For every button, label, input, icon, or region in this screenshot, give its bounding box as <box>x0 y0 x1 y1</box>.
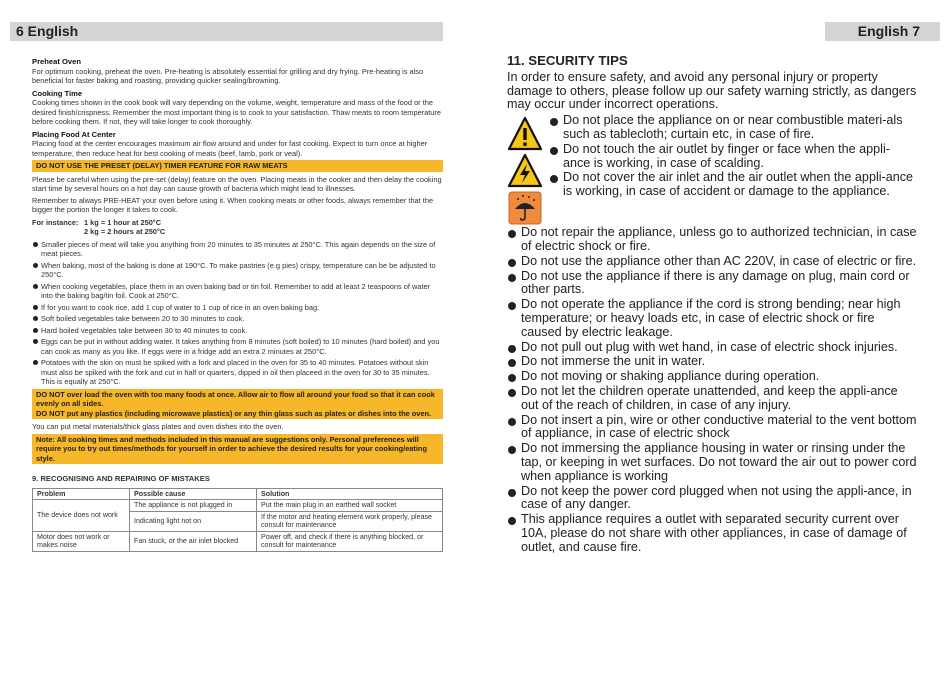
preheat-text: For optimum cooking, preheat the oven. Pre-heating is absolutely essential for grilling and dry frying. Pre-heating is also beneficial for faster baking and roasting, providing quicker sealing/browning. <box>32 66 424 85</box>
delay-caution-text: Please be careful when using the pre-set (delay) feature on the oven. Placing meats in the cooker and then delay the cooking start time by several hours on a hot day can cause growth of bacteria which might lead to illnesses. <box>32 174 442 193</box>
page-number-left: 6 English <box>16 23 79 39</box>
cooking-time-heading: Cooking Time <box>32 88 83 98</box>
list-item: Do not moving or shaking appliance during operation. <box>507 370 917 384</box>
right-page <box>507 54 917 556</box>
page-number-right: English 7 <box>857 23 920 39</box>
preheat-reminder-text: Remember to always PRE-HEAT your oven before using it. When cooking meats or other foods, always remember that the bigger the portion the longer it takes to cook. <box>32 195 434 214</box>
overload-warning-text: DO NOT over load the oven with too many foods at once. Allow air to flow all around your food so that it can cook evenly on all sides. <box>36 389 435 408</box>
table-header-row <box>33 488 443 500</box>
list-item: When cooking vegetables, place them in an oven baking bad or tin foil. Remember to add at least 2 teaspoons of water into the baking bag/tin foil. Cook at 250°C. <box>32 282 443 301</box>
list-item: If for you want to cook rice, add 1 cup of water to 1 cup of rice in an oven baking bag. <box>32 303 443 313</box>
security-tips-title: 11. SECURITY TIPS <box>507 53 628 68</box>
icon-warning-group <box>507 114 917 226</box>
list-item: Do not cover the air inlet and the air outlet when the appli-ance is working, in case of accident or damage to the appliance. <box>549 171 917 199</box>
instance-line-1: 1 kg = 1 hour at 250°C <box>84 217 162 227</box>
list-item: Do not operate the appliance if the cord is strong bending; near high temperature; or heavy loads etc, in case of electric shock or fire caused by electric leakage. <box>507 298 917 339</box>
preheat-heading: Preheat Oven <box>32 57 81 66</box>
list-item: Do not use the appliance if there is any damage on plug, main cord or other parts. <box>507 270 917 298</box>
table-cell-problem: Motor does not work or makes noise <box>33 531 130 551</box>
metal-materials-text: You can put metal materials/thick glass plates and oven dishes into the oven. <box>32 422 284 431</box>
instance-label: For instance: <box>32 217 79 227</box>
placing-food-heading: Placing Food At Center <box>32 129 116 139</box>
table-cell-cause: Fan stuck, or the air inlet blocked <box>130 531 257 551</box>
table-cell-solution: Power off, and check if there is anything blocked, or consult for maintenance <box>257 531 443 551</box>
table-cell-cause: The appliance is not plugged in <box>130 500 257 512</box>
instance-block <box>32 218 443 237</box>
electric-shock-warning-icon <box>507 153 543 189</box>
keep-dry-umbrella-icon <box>507 190 543 226</box>
list-item: Eggs can be put in without adding water. It takes anything from 8 minutes (soft boiled) to 10 minutes (hard boiled) and you can cook as many as you like. If eggs were in a fridge add an extra 2 minutes at 250°C. <box>32 337 443 356</box>
list-item: Do not pull out plug with wet hand, in case of electric shock injuries. <box>507 341 917 355</box>
table-row <box>33 500 443 512</box>
table-cell-solution: Put the main plug in an earthed wall socket <box>257 500 443 512</box>
security-tips-list <box>507 226 917 554</box>
table-header-problem: Problem <box>33 488 130 500</box>
plastics-warning-text: DO NOT put any plastics (including microwave plastics) or any thin glass such as plates or dishes into the oven. <box>36 408 432 418</box>
left-page <box>32 54 443 552</box>
list-item: Do not place the appliance on or near combustible materi-als such as tablecloth; curtain etc, in case of fire. <box>549 114 917 142</box>
table-row <box>33 531 443 551</box>
warning-signs-column <box>507 114 543 226</box>
icon-warning-list <box>549 114 917 200</box>
list-item: Soft boiled vegetables take between 20 to 30 minutes to cook. <box>32 314 443 324</box>
overload-warning-band <box>32 389 443 420</box>
instance-line-2: 2 kg = 2 hours at 250°C <box>84 227 166 236</box>
list-item: This appliance requires a outlet with separated security current over 10A, please do not share with other appliances, in case of damage of outlet, and cause fire. <box>507 513 917 554</box>
table-header-solution: Solution <box>257 488 443 500</box>
list-item: Do not repair the appliance, unless go to authorized technician, in case of electric shock or fire. <box>507 226 917 254</box>
page-header-left <box>10 22 443 41</box>
page-header-right <box>825 22 940 41</box>
exclamation-warning-icon <box>507 116 543 152</box>
list-item: Do not keep the power cord plugged when not using the appli-ance, in case of any danger. <box>507 485 917 513</box>
table-cell-solution: If the motor and heating element work properly, please consult for maintenance <box>257 511 443 531</box>
list-item: Do not immersing the appliance housing in water or rinsing under the tap, or keeping in wet surfaces. Do not toward the air out to power cord when appliance is working <box>507 442 917 483</box>
cooking-tips-list <box>32 240 443 387</box>
list-item: Do not immerse the unit in water. <box>507 355 917 369</box>
raw-meat-warning-band: DO NOT USE THE PRESET (DELAY) TIMER FEATURE FOR RAW MEATS <box>32 160 443 172</box>
table-cell-cause: Indicating light not on <box>130 511 257 531</box>
section-9-title: 9. RECOGNISING AND REPAIRING OF MISTAKES <box>32 474 210 483</box>
list-item: Do not let the children operate unattended, and keep the appli-ance out of the reach of children, in case of any injury. <box>507 385 917 413</box>
list-item: Hard boiled vegetables take between 30 to 40 minutes to cook. <box>32 326 443 336</box>
list-item: Smaller pieces of meat will take you anything from 20 minutes to 35 minutes at 250°C. This again depends on the size of meat pieces. <box>32 240 443 259</box>
table-cell-problem: The device does not work <box>33 500 130 532</box>
list-item: Do not insert a pin, wire or other conductive material to the vent bottom of appliance, in case of electric shock <box>507 414 917 442</box>
list-item: When baking, most of the baking is done at 190°C. To make pastries (e.g pies) crispy, temperature can be be adjusted to 250°C. <box>32 261 443 280</box>
placing-food-text: Placing food at the center encourages maximum air flow around and under for fast cooking. Expect to turn once at higher temperature, then reduce heat for best cooking of meats (beef, lamb, pork or veal). <box>32 139 428 158</box>
note-band: Note: All cooking times and methods included in this manual are suggestions only. Personal preferences will require you to try out times/methods for yourself in order to achieve the desired results for your cooking/eating style. <box>32 434 443 465</box>
list-item: Do not touch the air outlet by finger or face when the appli-ance is working, in case of scalding. <box>549 143 917 171</box>
table-header-cause: Possible cause <box>130 488 257 500</box>
list-item: Potatoes with the skin on must be spiked with a fork and placed in the oven for 35 to 40 minutes. Potatoes without skin must also be spiked with the fork and cut in half or quarters, dipped in oil then placeed in the oven for 30 to 35 minutes. This is equally at 250°C. <box>32 358 443 387</box>
security-intro-text: In order to ensure safety, and avoid any personal injury or property damage to others, please follow up our safety warning strictly, as dangers may occur under incorrect operations. <box>507 69 917 112</box>
troubleshooting-table <box>32 488 443 553</box>
list-item: Do not use the appliance other than AC 220V, in case of electric or fire. <box>507 255 917 269</box>
cooking-time-text: Cooking times shown in the cook book will vary depending on the volume, weight, temperature and mass of the food or the desired finish/crispness. Remember the most important thing is to cook to your satisfaction. Thaw meats to room temperature before cooking them. If not, they will take longer to cook thoroughly. <box>32 98 441 126</box>
